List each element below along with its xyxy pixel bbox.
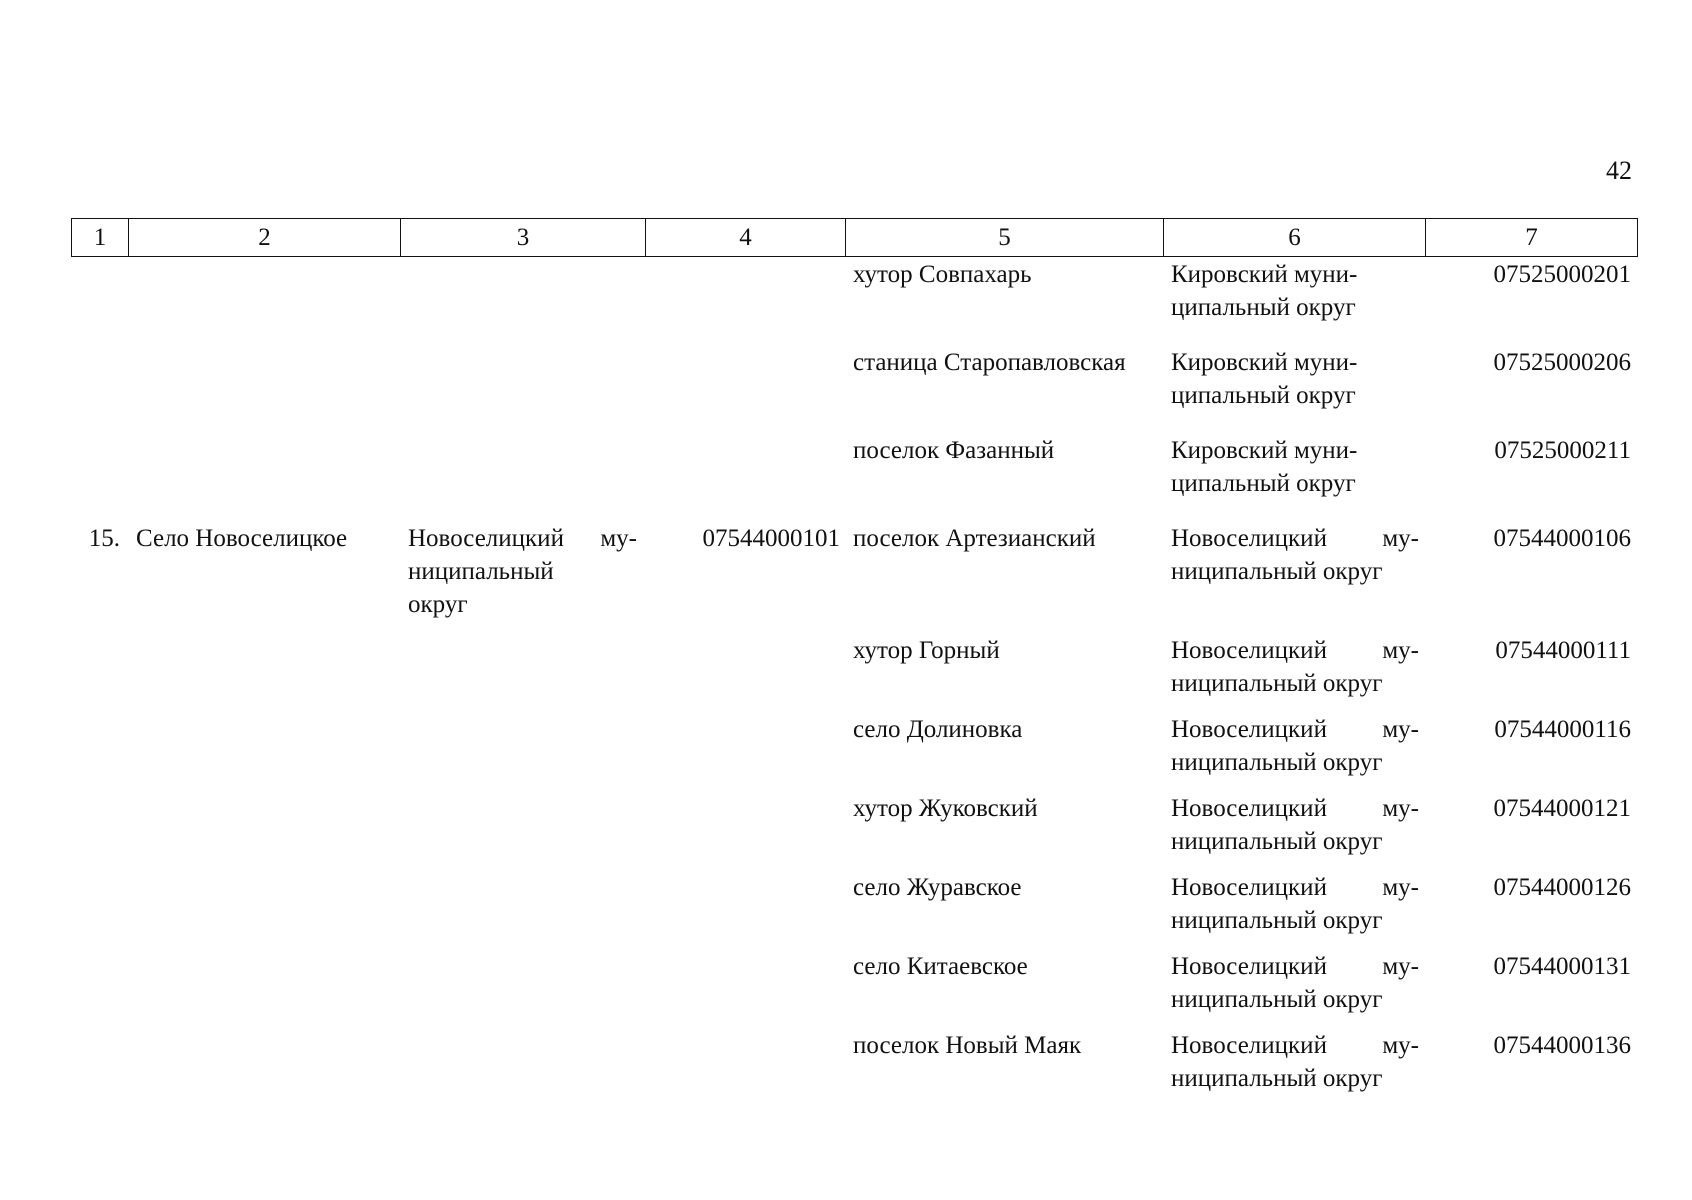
okrug-line: ниципальный округ: [1171, 986, 1383, 1013]
municipal-district: [400, 258, 645, 346]
district-line: округ: [408, 591, 468, 618]
settlement-name: хутор Совпахарь: [853, 261, 1032, 288]
okrug-line: Новоселицкий му-: [1171, 874, 1419, 901]
column-header-6: 6: [1164, 219, 1426, 257]
municipality-name: [128, 346, 400, 434]
okrug-line: ципальный округ: [1171, 294, 1356, 321]
row-number: [71, 258, 128, 346]
table-row: [71, 950, 1637, 1029]
municipality-code: [645, 434, 845, 522]
municipality-name: [128, 634, 400, 713]
settlement-okrug: [1163, 634, 1425, 713]
settlement-okrug: [1163, 950, 1425, 1029]
municipal-district: [400, 950, 645, 1029]
municipal-district: [400, 434, 645, 522]
municipal-district: [400, 522, 645, 634]
settlement-name: станица Старопавловская: [853, 349, 1126, 376]
okrug-line: ципальный округ: [1171, 470, 1356, 497]
okrug-line: Новоселицкий му-: [1171, 1032, 1419, 1059]
municipality-code: [645, 871, 845, 950]
table-row: [71, 792, 1637, 871]
municipality-code: [645, 634, 845, 713]
settlement-code: 07525000201: [1493, 261, 1631, 288]
settlement-name: село Долиновка: [853, 716, 1023, 743]
settlement-okrug: [1163, 792, 1425, 871]
municipality-name: [128, 792, 400, 871]
okrug-line: ниципальный округ: [1171, 670, 1383, 697]
municipal-district: [400, 792, 645, 871]
okrug-line: Новоселицкий му-: [1171, 637, 1419, 664]
settlement-okrug: [1163, 713, 1425, 792]
row-number: [71, 346, 128, 434]
settlement-okrug: [1163, 258, 1425, 346]
settlement-code: 07544000106: [1493, 525, 1631, 552]
header-row: [72, 219, 1638, 257]
settlement-code: 07544000121: [1493, 795, 1631, 822]
settlement-name: хутор Горный: [853, 637, 1000, 664]
okrug-line: Новоселицкий му-: [1171, 795, 1419, 822]
municipal-district: [400, 346, 645, 434]
settlement-code: 07544000111: [1495, 637, 1631, 664]
municipality-code: [645, 1029, 845, 1108]
row-number: [71, 1029, 128, 1108]
settlement-okrug: [1163, 346, 1425, 434]
municipality-code: 07544000101: [702, 525, 840, 552]
table-row: [71, 346, 1637, 434]
settlement-okrug: [1163, 871, 1425, 950]
okrug-line: ниципальный округ: [1171, 828, 1383, 855]
municipal-district: [400, 713, 645, 792]
settlement-okrug: [1163, 434, 1425, 522]
okrug-line: Новоселицкий му-: [1171, 525, 1419, 552]
column-header-5: 5: [846, 219, 1164, 257]
okrug-line: Новоселицкий му-: [1171, 716, 1419, 743]
district-line: Новоселицкий му-: [408, 525, 637, 552]
okrug-line: ниципальный округ: [1171, 558, 1383, 585]
okrug-line: ниципальный округ: [1171, 907, 1383, 934]
municipality-code: [645, 258, 845, 346]
district-line: ниципальный: [408, 558, 554, 585]
settlement-name: поселок Новый Маяк: [853, 1032, 1082, 1059]
settlement-code: 07525000206: [1493, 349, 1631, 376]
settlement-name: хутор Жуковский: [853, 795, 1038, 822]
settlement-code: 07544000131: [1493, 953, 1631, 980]
settlement-name: село Журавское: [853, 874, 1022, 901]
table-row: [71, 434, 1637, 522]
municipality-name: [128, 258, 400, 346]
municipality-name: Село Новоселицкое: [136, 525, 348, 552]
municipality-code: [645, 950, 845, 1029]
row-number: [71, 792, 128, 871]
column-header-7: 7: [1426, 219, 1638, 257]
column-header-2: 2: [129, 219, 401, 257]
okrug-line: Кировский муни-: [1171, 437, 1358, 464]
page-number: 42: [1606, 156, 1632, 185]
row-number: [71, 713, 128, 792]
settlement-name: поселок Фазанный: [853, 437, 1055, 464]
okrug-line: ципальный округ: [1171, 382, 1356, 409]
municipal-district: [400, 1029, 645, 1108]
table-row: [71, 258, 1637, 346]
settlement-code: 07544000126: [1493, 874, 1631, 901]
municipality-code: [645, 346, 845, 434]
okrug-line: ниципальный округ: [1171, 749, 1383, 776]
settlement-code: 07544000116: [1494, 716, 1631, 743]
settlement-okrug: [1163, 1029, 1425, 1108]
column-header-4: 4: [646, 219, 846, 257]
municipality-name: [128, 871, 400, 950]
municipality-code: [645, 792, 845, 871]
table-row: [71, 634, 1637, 713]
row-number: 15.: [88, 525, 120, 552]
municipal-district: [400, 634, 645, 713]
okrug-line: ниципальный округ: [1171, 1065, 1383, 1092]
column-header-3: 3: [401, 219, 646, 257]
table-row: [71, 871, 1637, 950]
table-header: [71, 218, 1638, 257]
settlement-name: поселок Артезианский: [853, 525, 1096, 552]
settlements-table: [71, 258, 1637, 1108]
municipality-name: [128, 1029, 400, 1108]
settlement-name: село Китаевское: [853, 953, 1028, 980]
row-number: [71, 950, 128, 1029]
settlement-code: 07525000211: [1494, 437, 1631, 464]
okrug-line: Кировский муни-: [1171, 349, 1358, 376]
settlement-okrug: [1163, 522, 1425, 634]
municipality-name: [128, 950, 400, 1029]
okrug-line: Кировский муни-: [1171, 261, 1358, 288]
table-row: [71, 1029, 1637, 1108]
municipality-name: [128, 434, 400, 522]
municipality-name: [128, 713, 400, 792]
municipal-district: [400, 871, 645, 950]
column-header-1: 1: [72, 219, 129, 257]
settlement-code: 07544000136: [1493, 1032, 1631, 1059]
table-row: [71, 522, 1637, 634]
table-row: [71, 713, 1637, 792]
municipality-code: [645, 713, 845, 792]
okrug-line: Новоселицкий му-: [1171, 953, 1419, 980]
row-number: [71, 434, 128, 522]
row-number: [71, 871, 128, 950]
row-number: [71, 634, 128, 713]
